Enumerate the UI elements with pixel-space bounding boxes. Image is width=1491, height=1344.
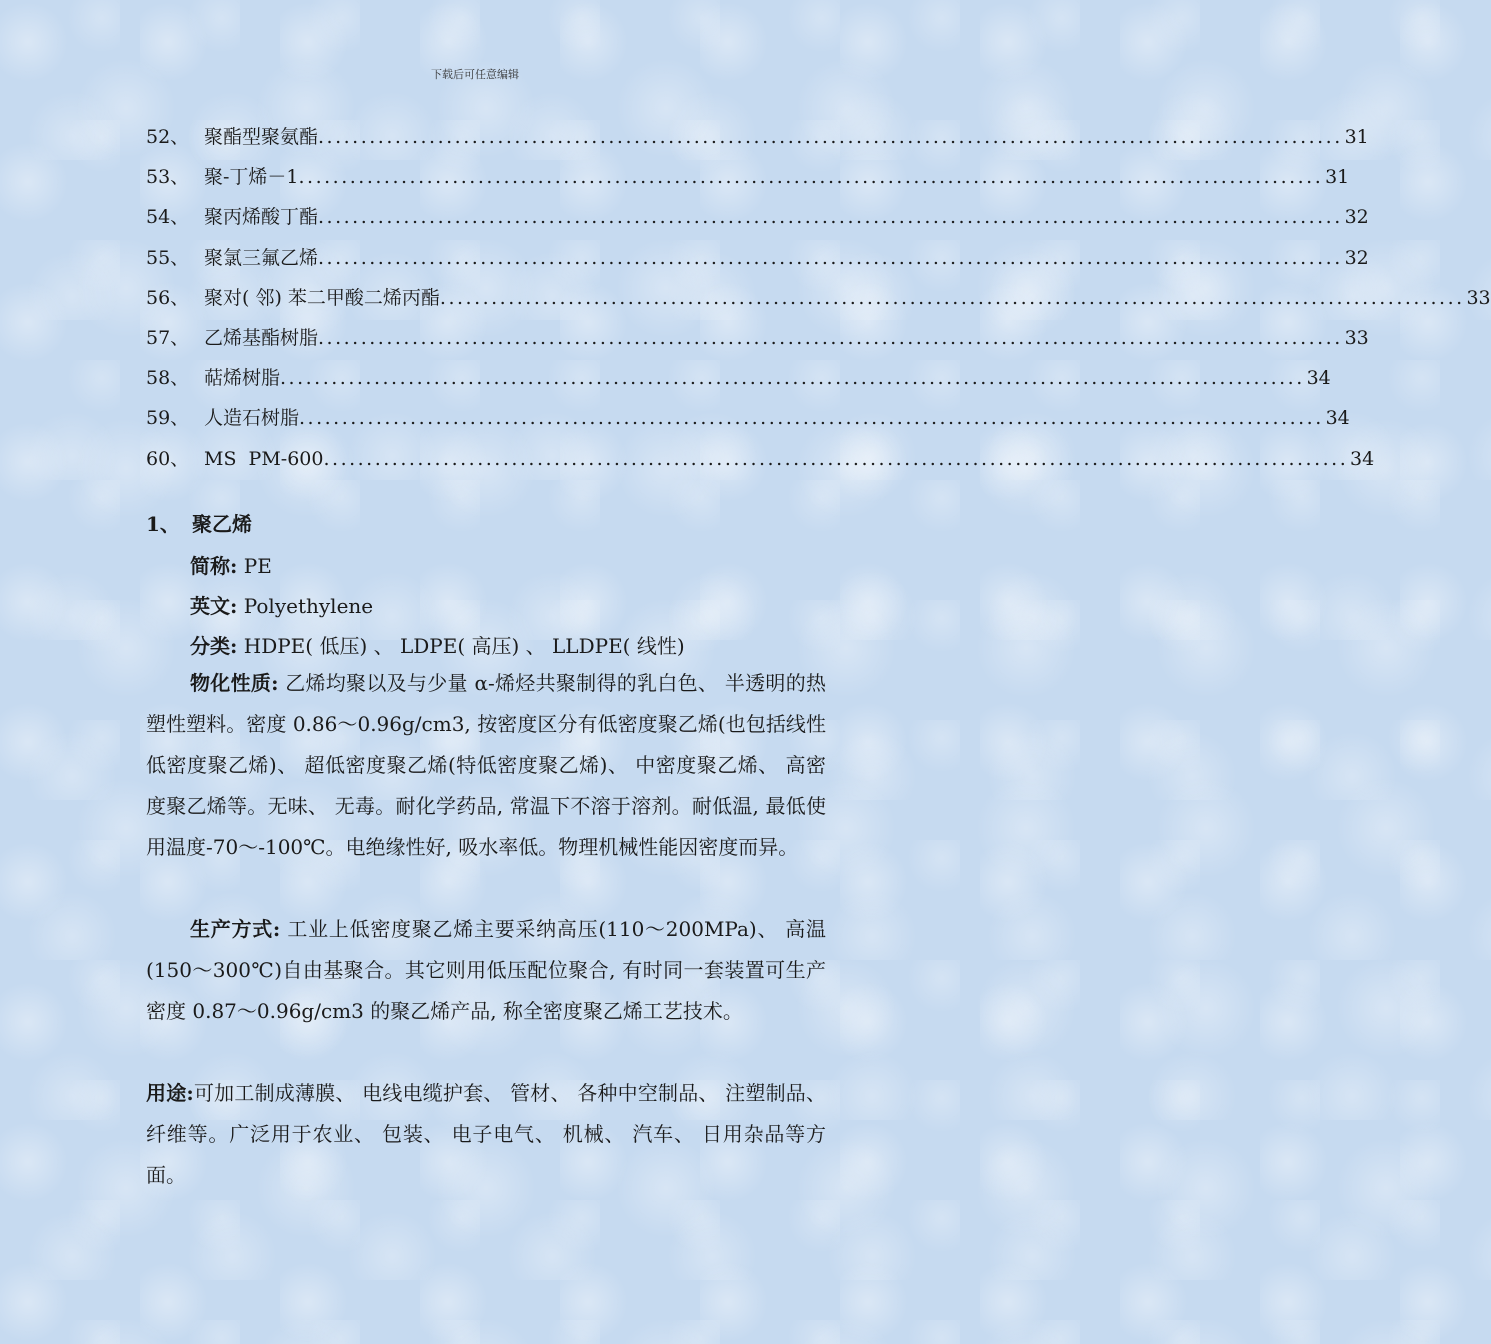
use-text: 可加工制成薄膜、 电线电缆护套、 管材、 各种中空制品、 注塑制品、 纤维等。广泛用于农业、 包装、 电子电气、 机械、 汽车、 日用杂品等方面。 [146,1081,826,1187]
toc-number: 54、 [146,206,190,229]
toc-dot-leader: ........................................................................................................................ [280,367,1305,390]
toc-title: 聚丙烯酸丁酯 [204,206,319,229]
toc-number: 55、 [146,246,190,269]
toc-title: 人造石树脂 [204,407,300,430]
toc-title: 聚-丁烯－1 [204,166,299,189]
production-paragraph [146,909,826,1032]
english-line [190,590,373,619]
toc-row [146,323,1369,363]
toc-title: MS PM-600 [204,447,324,470]
section-title: 聚乙烯 [192,512,252,536]
toc-row [146,202,1369,242]
toc-page-number: 34 [1325,407,1350,430]
toc-number: 56、 [146,286,190,309]
toc-dot-leader: ........................................................................................................................ [323,447,1349,470]
toc-row [146,122,1369,162]
toc-number: 60、 [146,447,190,470]
use-label: 用途: [146,1081,194,1105]
section-number: 1、 [146,512,180,536]
abbr-label: 简称: [190,554,238,578]
page-header: 下载后可任意编辑 [431,68,519,81]
properties-text: 乙烯均聚以及与少量 α-烯烃共聚制得的乳白色、 半透明的热塑性塑料。密度 0.86～0.96g/cm3, 按密度区分有低密度聚乙烯(也包括线性低密度聚乙烯)、 超低密度聚乙烯(特低密度聚乙烯)、 中密度聚乙烯、 高密度聚乙烯等。无味、 无毒。耐化学药品, 常温下不溶于溶剂。耐低温, 最低使用温度-70～-100℃。电绝缘性好, 吸水率低。物理机械性能因密度而异。 [146,671,826,859]
production-text: 工业上低密度聚乙烯主要采纳高压(110～200MPa)、 高温(150～300℃)自由基聚合。其它则用低压配位聚合, 有时同一套装置可生产密度 0.87～0.96g/cm3 的聚乙烯产品, 称全密度聚乙烯工艺技术。 [146,917,826,1023]
toc-page-number: 34 [1306,367,1331,390]
properties-paragraph [146,663,826,868]
toc-dot-leader: ........................................................................................................................ [318,126,1343,148]
section-heading [146,508,826,537]
class-line [190,630,685,659]
toc-dot-leader: ........................................................................................................................ [299,407,1324,430]
toc-page-number: 32 [1344,206,1369,229]
use-paragraph [146,1073,826,1196]
toc-dot-leader: ........................................................................................................................ [318,206,1343,229]
toc-title: 聚氯三氟乙烯 [204,246,319,269]
toc-title: 聚对( 邻) 苯二甲酸二烯丙酯 [204,286,440,309]
toc-number: 52、 [146,126,190,148]
class-value: HDPE( 低压) 、 LDPE( 高压) 、 LLDPE( 线性) [237,634,685,658]
toc-page-number: 33 [1344,326,1369,349]
class-label: 分类: [190,634,238,658]
toc-number: 59、 [146,407,190,430]
toc-number: 57、 [146,326,190,349]
toc-page-number: 33 [1466,286,1491,309]
toc-dot-leader: ........................................................................................................................ [318,326,1343,349]
table-of-contents [146,122,1491,484]
english-label: 英文: [190,594,238,618]
toc-number: 53、 [146,166,190,189]
toc-page-number: 32 [1344,246,1369,269]
toc-row [146,403,1350,443]
toc-dot-leader: ........................................................................................................................ [298,166,1324,189]
abbr-line [190,550,272,579]
toc-page-number: 31 [1325,166,1350,189]
abbr-value: PE [237,554,272,578]
toc-title: 聚酯型聚氨酯 [204,126,319,148]
toc-title: 乙烯基酯树脂 [204,326,319,349]
toc-dot-leader: ........................................................................................................................ [439,286,1465,309]
toc-dot-leader: ........................................................................................................................ [318,246,1343,269]
toc-page-number: 31 [1344,126,1369,148]
toc-row [146,363,1331,403]
toc-title: 萜烯树脂 [204,367,281,390]
toc-row [146,283,1491,323]
toc-page-number: 34 [1350,447,1375,470]
toc-row [146,243,1369,283]
toc-number: 58、 [146,367,190,390]
toc-row [146,444,1375,484]
production-label: 生产方式: [190,917,281,941]
toc-row [146,162,1350,202]
properties-label: 物化性质: [190,671,279,695]
english-value: Polyethylene [237,594,374,618]
